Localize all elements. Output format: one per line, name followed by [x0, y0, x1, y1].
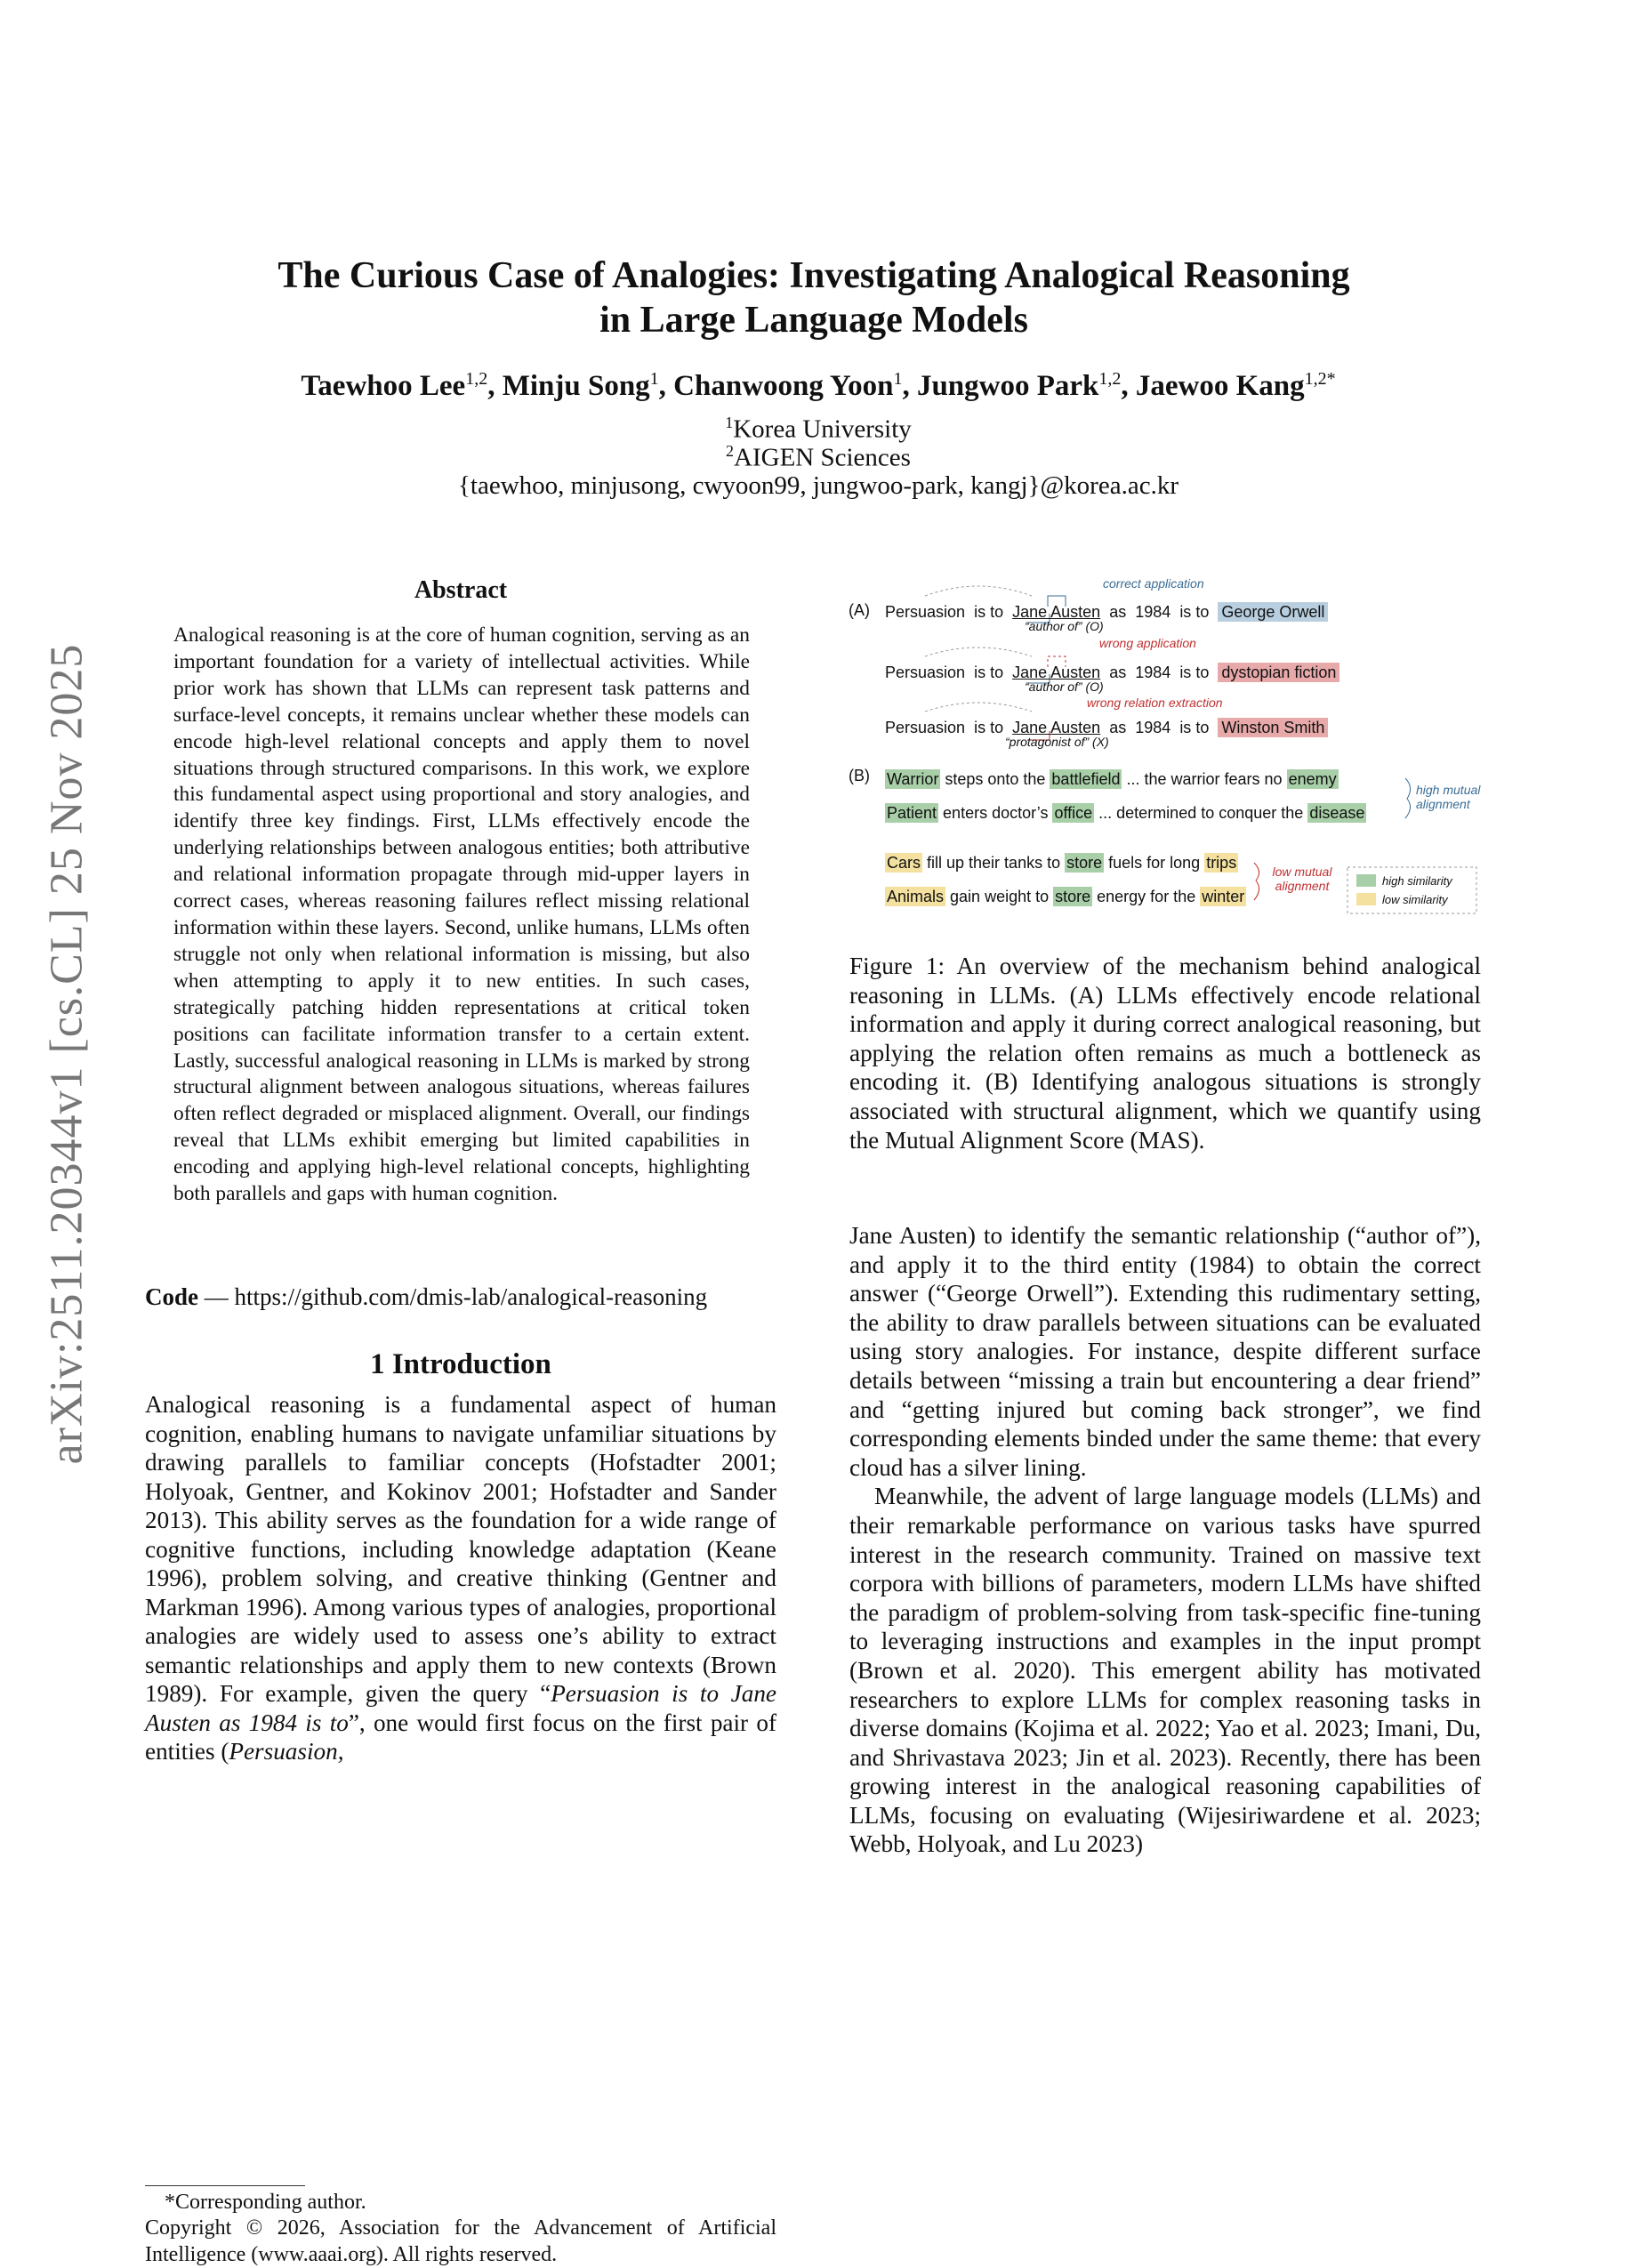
intro-paragraph-1-continued: Jane Austen) to identify the semantic relationship (“author of”), and apply it to the third entity (1984) to obtain the correct answer (“George Orwell”). Extending this rudimentary setting, the ability to draw parallels between situations can be evaluated using story analogies. For instance, despite different surface details between “missing a train but encountering a dear friend” and “getting injured but coming back stronger”, we find corresponding elements binded under the same theme: that every cloud has a silver lining. Meanwhile, the advent of large language models (LLMs) and their remarkable performance on various tasks have spurred interest in the research community. Trained on massive text corpora with billions of parameters, modern LLMs have shifted the paradigm of problem-solving from task-specific fine-tuning to leveraging instructions and examples in the input prompt (Brown et al. 2020). This emergent ability has motivated researchers to explore LLMs for complex reasoning tasks in diverse domains (Kojima et al. 2022; Yao et al. 2023; Imani, Du, and Shrivastava 2023; Jin et al. 2023). Recently, there has been growing interest in the analogical reasoning capabilities of LLMs, focusing on evaluating (Wijesiriwardene et al. 2023; Webb, Holyoak, and Lu 2023)	[849, 1222, 1481, 1858]
analogy-row-1: Persuasion is to Jane Austen as 1984 is to George Orwell	[885, 603, 1328, 622]
footnote-corresponding: *Corresponding author.	[165, 2191, 366, 2214]
story-row-1: Warrior steps onto the battlefield ... the warrior fears no enemy	[887, 770, 1337, 788]
abstract-heading: Abstract	[414, 576, 508, 604]
figure-1-caption: Figure 1: An overview of the mechanism behind analogical reasoning in LLMs. (A) LLMs effectively encode relational information and apply it during correct analogical reasoning, but applying the relation often remains as much a bottleneck as encoding it. (B) Identifying analogous situations is strongly associated with structural alignment, which we quantify using the Mutual Alignment Score (MAS).	[849, 953, 1481, 1154]
author-list: Taewhoo Lee$^{1,2}$, Minju Song$^1$, Chanwoong Yoon$^1$, Jungwoo Park$^{1,2}$, Jaewoo Kang$^{1,2*}$	[301, 369, 1336, 402]
story-row-3: Cars fill up their tanks to store fuels for long trips	[887, 854, 1237, 872]
affiliation-2: $^2$AIGEN Sciences	[726, 442, 911, 472]
code-url[interactable]: https://github.com/dmis-lab/analogical-reasoning	[234, 1283, 708, 1310]
intro-paragraph-1: Analogical reasoning is a fundamental aspect of human cognition, enabling humans to navigate unfamiliar situations by drawing parallels to familiar concepts (Hofstadter 2001; Holyoak, Gentner, and Kokinov 2001; Hofstadter and Sander 2013). This ability serves as the foundation for a wide range of cognitive functions, including knowledge adaptation (Keane 1996), problem solving, and creative thinking (Gentner and Markman 1996). Among various types of analogies, proportional analogies are widely used to assess one’s ability to extract semantic relationships and apply them to new contexts (Brown 1989). For example, given the query “Persuasion is to Jane Austen as 1984 is to”, one would first focus on the first pair of entities (Persuasion,	[145, 1391, 776, 1765]
code-link-line: Code — https://github.com/dmis-lab/analogical-reasoning	[145, 1283, 708, 1310]
footnote-rule	[145, 2185, 305, 2186]
arxiv-sidebar	[36, 583, 98, 1525]
author-name: Minju Song$^1$	[502, 369, 659, 402]
abstract-text: Analogical reasoning is at the core of human cognition, serving as an important foundation for a variety of intellectual activities. While prior work has shown that LLMs can represent task patterns and surface-level concepts, it remains unclear whether these models can encode high-level relational concepts and apply them to novel situations through structured comparisons. In this work, we explore this fundamental aspect using proportional and story analogies, and identify three key findings. First, LLMs effectively encode the underlying relationships between analogous entities; both attributive and relational information propagate through mid-upper layers in correct cases, whereas reasoning failures reflect missing relational information within these layers. Second, unlike humans, LLMs often struggle not only when relational information is missing, but also when attempting to apply it to new entities. In such cases, strategically patching hidden representations at critical token positions can facilitate information transfer to a certain extent. Lastly, successful analogical reasoning in LLMs is marked by strong structural alignment between analogous situations, whereas failures often reflect degraded or misplaced alignment. Overall, our findings reveal that LLMs exhibit emerging but limited capabilities in encoding and applying high-level relational concepts, highlighting both parallels and gaps with human cognition.	[173, 623, 750, 1206]
story-row-2: Patient enters doctor’s office ... determined to conquer the disease	[887, 804, 1365, 822]
copyright-notice: Copyright © 2026, Association for the Advancement of Artificial Intelligence (www.aaai.org). All rights reserved.	[145, 2216, 776, 2266]
author-name: Taewhoo Lee$^{1,2}$	[301, 369, 488, 402]
legend-low: low similarity	[1382, 893, 1448, 906]
story-row-4: Animals gain weight to store energy for the winter	[887, 888, 1245, 905]
author-name: Chanwoong Yoon$^1$	[673, 369, 903, 402]
analogy-row-3: Persuasion is to Jane Austen as 1984 is to Winston Smith	[885, 719, 1328, 737]
arxiv-id: arXiv:2511.20344v1 [cs.CL] 25 Nov 2025	[41, 643, 93, 1465]
paper-title: The Curious Case of Analogies: Investigating Analogical Reasoning in Large Language Models	[278, 255, 1350, 341]
author-emails: {taewhoo, minjusong, cwyoon99, jungwoo-park, kangj}@korea.ac.kr	[458, 471, 1178, 500]
legend-high: high similarity	[1382, 874, 1452, 888]
author-name: Jaewoo Kang$^{1,2*}$	[1135, 369, 1336, 402]
author-name: Jungwoo Park$^{1,2}$	[916, 369, 1122, 402]
analogy-row-2: Persuasion is to Jane Austen as 1984 is to dystopian fiction	[885, 664, 1339, 682]
affiliation-1: $^1$Korea University	[725, 414, 912, 444]
section-heading-introduction: 1 Introduction	[370, 1348, 551, 1380]
figure-1: (A) correct application Persuasion is to Jane Austen as 1984 is to George Orwell “author of” (O) wrong application Persuasion is to Jane Austen as 1984 is to dystopian fiction “author of” (O) wrong relation extraction Persuasion is to Jane Austen as 1984 is to Winston Smith “protagonist of” (X) (B) Warrior steps onto the battlefield ... the warrior fears no enemy Patient enters doctor’s office ... determined to conquer the disease high mutual alignment Cars fill up their tanks to store fuels for long trips Animals gain weight to store energy for the winter low mutual alignment high similarity low similarity	[836, 569, 1494, 943]
